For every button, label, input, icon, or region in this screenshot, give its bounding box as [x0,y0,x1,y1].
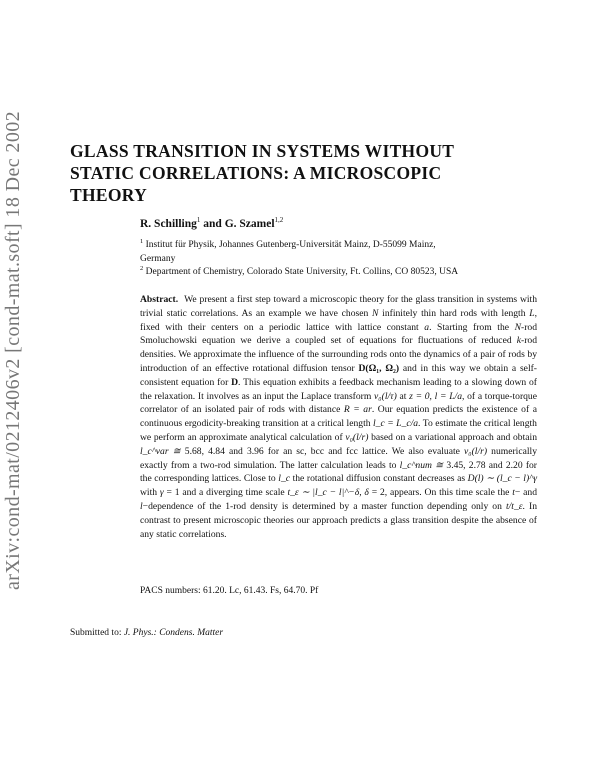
abstract-text: the rotational diffusion constant decreases as [290,473,468,485]
affiliation-text: Germany [140,254,176,265]
title-line-3: THEORY [70,185,148,205]
title-line-2: STATIC CORRELATIONS: A MICROSCOPIC [70,163,442,183]
abstract-text: numerically exactly from a two-rod simulation. The latter calculation leads to [140,445,537,471]
affiliation-marker: 1 [140,238,144,245]
abstract-text: at [396,390,410,402]
paper-title [70,140,540,206]
abstract-text: and in this way we obtain a self-consistent equation for [140,362,537,388]
abstract-math: v₀(l/r) [464,445,488,457]
abstract-math: t_ε ∼ |l_c − l|^−δ, δ [287,487,369,499]
abstract-text: −dependence of the 1-rod density is determined by a master function depending only on [142,500,506,512]
pacs-numbers: PACS numbers: 61.20. Lc, 61.43. Fs, 64.70. Pf [140,586,319,596]
abstract-text: . Our equation predicts the existence of a continuous ergodicity-breaking transition at a critical length [140,404,537,430]
abstract-math: t/t_ε [505,500,523,512]
abstract-math: D(Ω₁, Ω₂) [358,362,400,374]
author-separator: and [200,217,225,230]
abstract-text: . Starting from the [429,321,515,333]
affiliation-text: Department of Chemistry, Colorado State University, Ft. Collins, CO 80523, USA [143,267,459,278]
abstract-text: 3.45, 2.78 and 2.20 for the corresponding lattices. Close to [140,459,538,485]
abstract-text: We present a first step toward a microscopic theory for the glass transition in systems with trivial static correlations. As an example we have chosen [140,294,537,319]
abstract-text: -rod densities. We approximate the influence of the surrounding rods onto the dynamics of a pair of rods by introduction of an effective rotational diffusion tensor [140,335,537,374]
abstract-text: , of a torque-torque correlator of an isolated pair of rods with distance [140,390,537,416]
abstract-text: 5.68, 4.84 and 3.96 for an sc, bcc and fcc lattice. We also evaluate [180,445,464,457]
abstract-text: . To estimate the critical length we perform an approximate analytical calculation of [140,418,537,443]
abstract-math: l [140,500,143,512]
abstract-math: l_c = L_c/a [373,418,419,430]
submission-note [70,628,223,638]
abstract-math: l_c^var ≅ [140,445,181,457]
abstract-text: -rod Smoluchowski equation we derive a coupled set of equations for fluctuations of reduced [140,321,537,347]
abstract-math: L [529,307,535,319]
abstract-math: v₀(l/τ) [374,390,397,402]
submission-label: Submitted to: [70,628,124,638]
title-line-1: GLASS TRANSITION IN SYSTEMS WITHOUT [70,141,455,161]
abstract-math: a [424,321,430,333]
abstract-math: l_c^num ≅ [399,459,444,471]
abstract-text: , fixed with their centers on a periodic lattice with lattice constant [140,307,537,333]
abstract-label: Abstract. [140,294,179,305]
abstract-math: k [516,335,522,347]
abstract-math: N [514,321,522,333]
abstract-math: l_c [278,473,291,485]
abstract-text: − and [514,487,537,499]
abstract-math: D [231,376,239,388]
abstract-math: D(l) ∼ (l_c − l)^γ [467,473,537,485]
author-affiliation-marker: 1 [196,216,201,224]
abstract-text: infinitely thin hard rods with length [378,307,530,319]
abstract-text: = 1 and a diverging time scale [163,487,288,499]
abstract-text: . This equation exhibits a feedback mechanism leading to a slowing down of the relaxation. It involves as an input the Laplace transform [140,376,537,402]
author-name: R. Schilling [140,217,197,230]
journal-name: J. Phys.: Condens. Matter [123,628,224,638]
abstract-math: z = 0, l = L/a [409,390,463,402]
abstract-text: based on a variational approach and obtain [368,431,537,443]
abstract-text: . In contrast to present microscopic theories our approach predicts a glass transition despite the absence of any static correlations. [140,500,537,540]
abstract-text: = 2, appears. On this time scale the [368,487,513,499]
author-affiliation-marker: 1,2 [274,216,284,224]
abstract-math: N [372,307,379,319]
author-name: G. Szamel [224,217,275,230]
abstract [140,293,537,541]
affiliation-marker: 2 [140,265,144,272]
affiliation-text: Institut für Physik, Johannes Gutenberg-Universität Mainz, D-55099 Mainz, [143,240,436,251]
author-list [140,216,283,230]
abstract-math: t [512,487,515,499]
abstract-math: γ [159,487,164,499]
abstract-text: with [140,487,160,499]
affiliation-2 [140,262,530,279]
arxiv-identifier: arXiv:cond-mat/0212406v2 [cond-mat.soft] 18 Dec 2002 [2,110,24,590]
abstract-math: v₀(l/r) [345,431,369,443]
abstract-math: R = ar [343,404,372,416]
